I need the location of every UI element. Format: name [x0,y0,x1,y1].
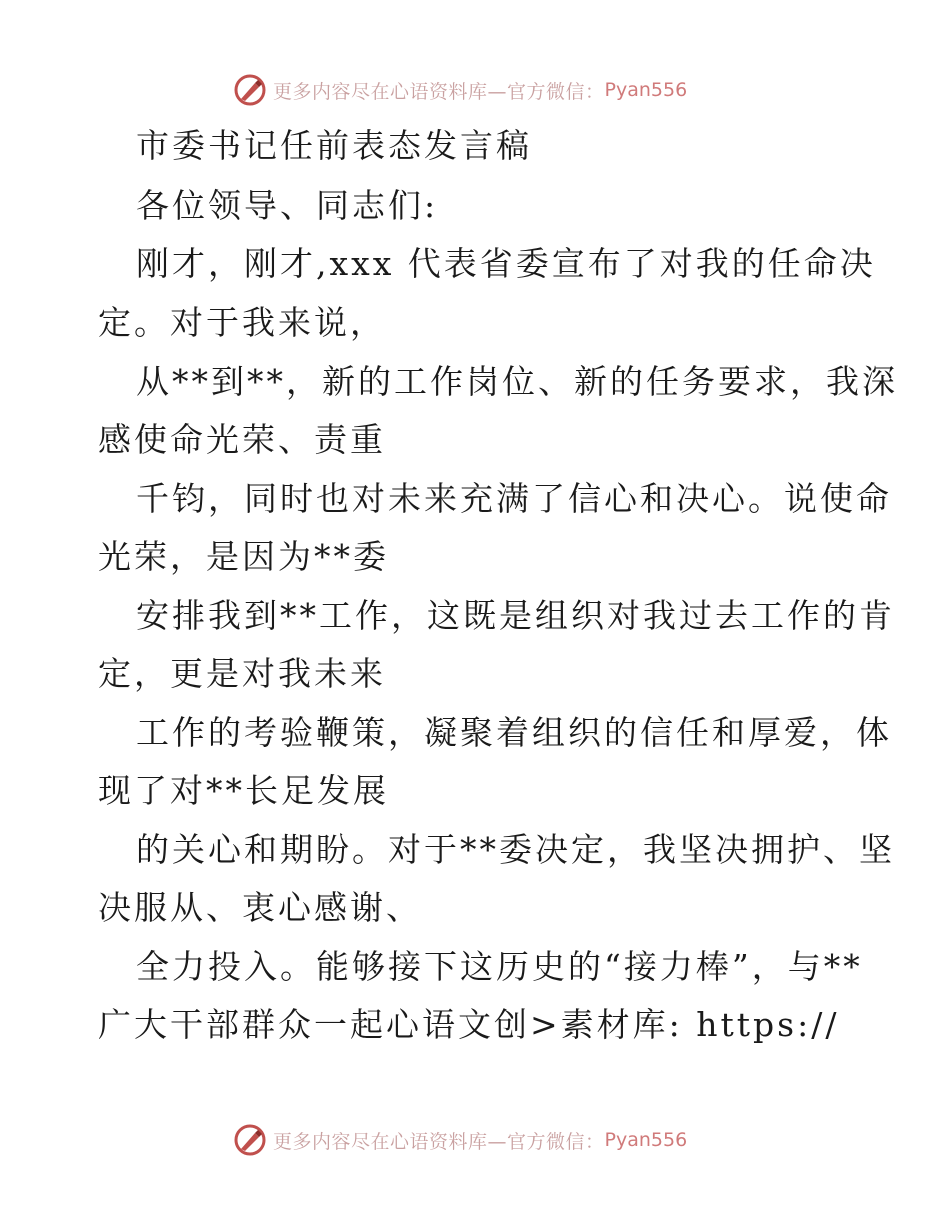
paragraph-line: 定。对于我来说， [98,303,386,342]
paragraph-line: 全力投入。能够接下这历史的“接力棒”，与** [136,947,863,986]
watermark-text: 更多内容尽在心语资料库—官方微信： [273,1130,605,1153]
paragraph-line: 定，更是对我未来 [98,654,386,693]
paragraph-line: 安排我到**工作，这既是组织对我过去工作的肯 [136,596,895,635]
paragraph-line: 刚才，刚才,xxx 代表省委宣布了对我的任命决 [136,244,876,283]
document-title: 市委书记任前表态发言稿 [136,126,532,165]
paragraph-line: 广大干部群众一起心语文创>素材库: https:// [98,1005,840,1044]
watermark-text: 更多内容尽在心语资料库—官方微信： [273,80,605,103]
watermark-wechat-id: Pyan556 [604,79,688,101]
paragraph-line: 感使命光荣、责重 [98,420,386,459]
paragraph-line: 从**到**，新的工作岗位、新的任务要求，我深 [136,362,898,401]
watermark-wechat-id: Pyan556 [604,1129,688,1151]
greeting: 各位领导、同志们: [136,186,439,225]
paragraph-line: 决服从、衷心感谢、 [98,888,422,927]
paragraph-line: 现了对**长足发展 [98,771,389,810]
footer-watermark [233,1122,687,1158]
paragraph-line: 的关心和期盼。对于**委决定，我坚决拥护、坚 [136,830,895,869]
paragraph-line: 工作的考验鞭策，凝聚着组织的信任和厚爱，体 [136,713,892,752]
paragraph-line: 千钧，同时也对未来充满了信心和决心。说使命 [136,479,892,518]
pen-logo-icon [233,1123,267,1157]
pen-logo-icon [233,73,267,107]
paragraph-line: 光荣，是因为**委 [98,537,389,576]
header-watermark [233,72,687,108]
